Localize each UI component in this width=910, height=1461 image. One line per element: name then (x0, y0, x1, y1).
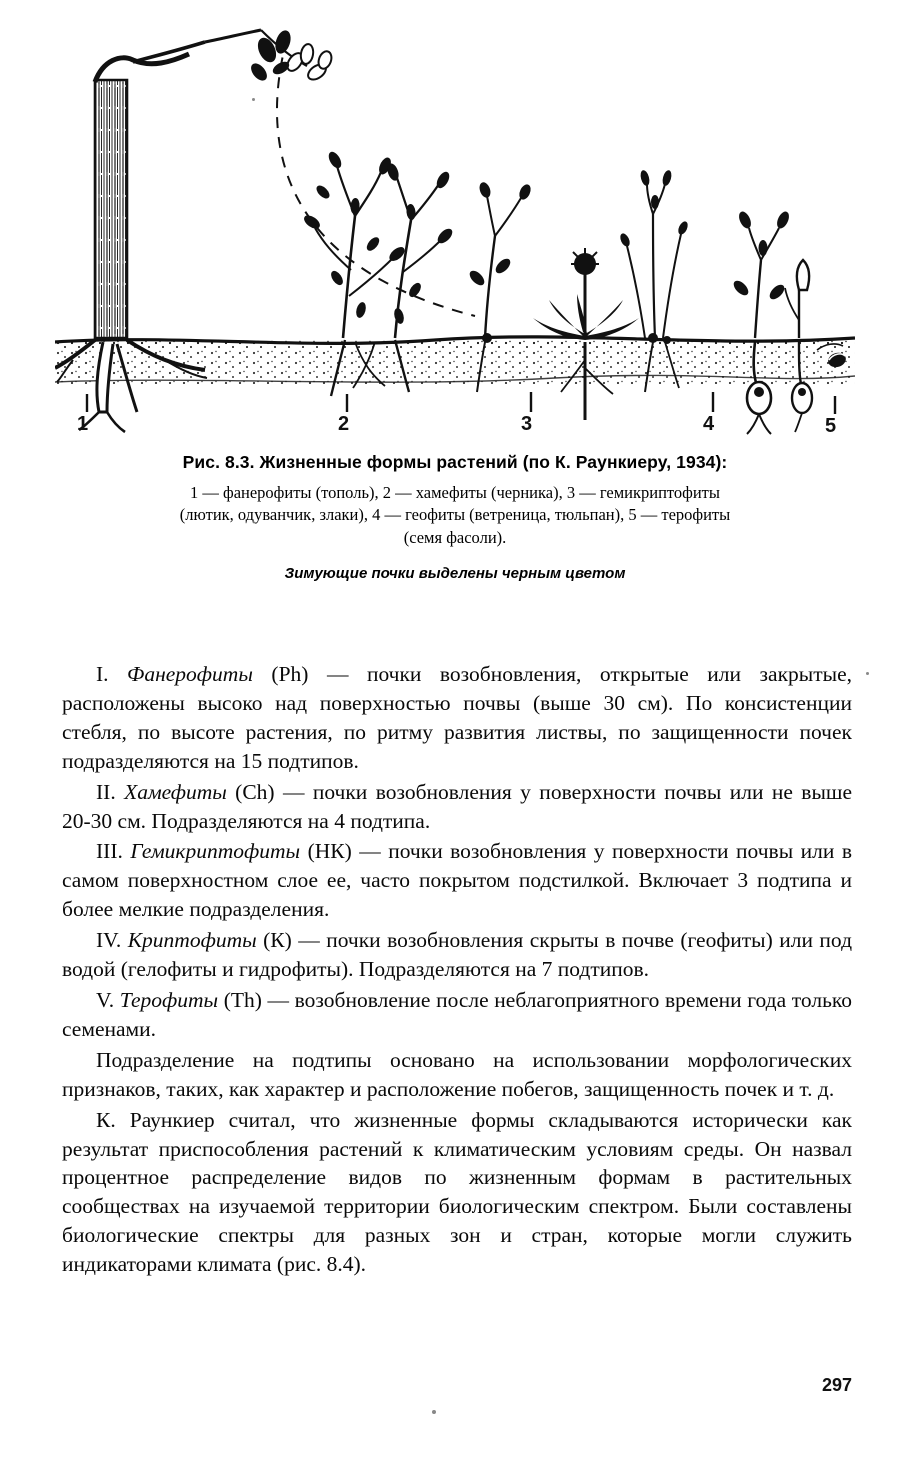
figure-label-5: 5 (825, 415, 837, 437)
figure-caption-line-3: (семя фасоли). (403, 527, 507, 547)
paragraph-chamaephytes (62, 778, 852, 836)
figure-caption-line-1: 1 — фанерофиты (тополь), 2 — хамефиты (черника), 3 — гемикриптофиты (190, 483, 720, 502)
paragraph-text: V. Терофиты (Th) — возобновление после неблагоприятного времени года только семенами. (62, 987, 852, 1041)
life-forms-illustration (55, 20, 855, 440)
grass-tufts (618, 169, 689, 338)
life-form-term: Фанерофиты (127, 662, 253, 686)
tree-leaves (248, 28, 334, 83)
paragraph-text: II. Хамефиты (Ch) — почки возобновления у поверхности почвы или не выше 20-30 см. Подразделяются на 4 подтипа. (62, 779, 852, 833)
figure-label-ticks (87, 392, 835, 414)
body-text (62, 660, 852, 1281)
paragraph-phanerophytes (62, 660, 852, 776)
paragraph-text: I. Фанерофиты (Ph) — почки возобновления, открытые или закрытые, расположены высоко над поверхностью почвы (выше 30 см). По консистенции стебля, по высоте растения, по ритму развития листвы, по защищенности почек подразделяются на 15 подтипов. (62, 662, 852, 773)
paragraph-text: К. Раункиер считал, что жизненные формы складываются исторически как результат приспособления растений к климатическим условиям среды. Он назвал процентное распределение видов по жизненным формам в растительных сообществах на изучаемой территории биологическим спектром. Были составлены биологические спектры для разных зон и стран, которые могли служить индикаторами климата (рис. 8.4). (62, 1107, 852, 1277)
scan-speck (252, 98, 255, 101)
paragraph-hemicryptophytes (62, 837, 852, 924)
figure-caption-note: Зимующие почки выделены черным цветом (284, 564, 626, 582)
figure-number-labels (77, 413, 836, 437)
page-number: 297 (821, 1375, 852, 1395)
figure-raunkiaer-life-forms (55, 20, 855, 440)
figure-caption (60, 452, 850, 582)
figure-caption-line-2: (лютик, одуванчик, злаки), 4 — геофиты (ветреница, тюльпан), 5 — терофиты (179, 505, 731, 525)
paragraph-text: III. Гемикриптофиты (НК) — почки возобновления у поверхности почвы или в самом поверхностном слое ее, часто покрытом подстилкой. Включает 3 подтипа и более мелкие подразделения. (62, 839, 852, 922)
figure-caption-title: Рис. 8.3. Жизненные формы растений (по К. Раункиеру, 1934): (182, 452, 728, 472)
figure-label-1: 1 (77, 413, 89, 435)
scan-speck (866, 672, 869, 675)
scan-speck (432, 1410, 436, 1414)
paragraph-subtypes (62, 1046, 852, 1104)
plant-4-geophyte (731, 210, 812, 434)
figure-label-4: 4 (703, 413, 715, 435)
paragraph-cryptophytes (62, 926, 852, 984)
paragraph-therophytes (62, 986, 852, 1044)
figure-label-2: 2 (338, 413, 350, 435)
life-form-term: Хамефиты (124, 779, 227, 804)
paragraph-text: Подразделение на подтипы основано на использовании морфологических признаков, таких, как характер и расположение побегов, защищенность почек и т. д. (62, 1047, 852, 1101)
figure-label-3: 3 (521, 413, 533, 435)
life-form-term: Гемикриптофиты (130, 839, 301, 864)
soil-layer (55, 337, 855, 384)
life-form-term: Криптофиты (127, 928, 257, 953)
paragraph-text: IV. Криптофиты (К) — почки возобновления скрыты в почве (геофиты) или под водой (гелофиты и гидрофиты). Подразделяются на 7 подтипов. (62, 928, 853, 982)
paragraph-raunkiaer-spectrum (62, 1106, 852, 1279)
life-form-term: Терофиты (119, 987, 219, 1012)
